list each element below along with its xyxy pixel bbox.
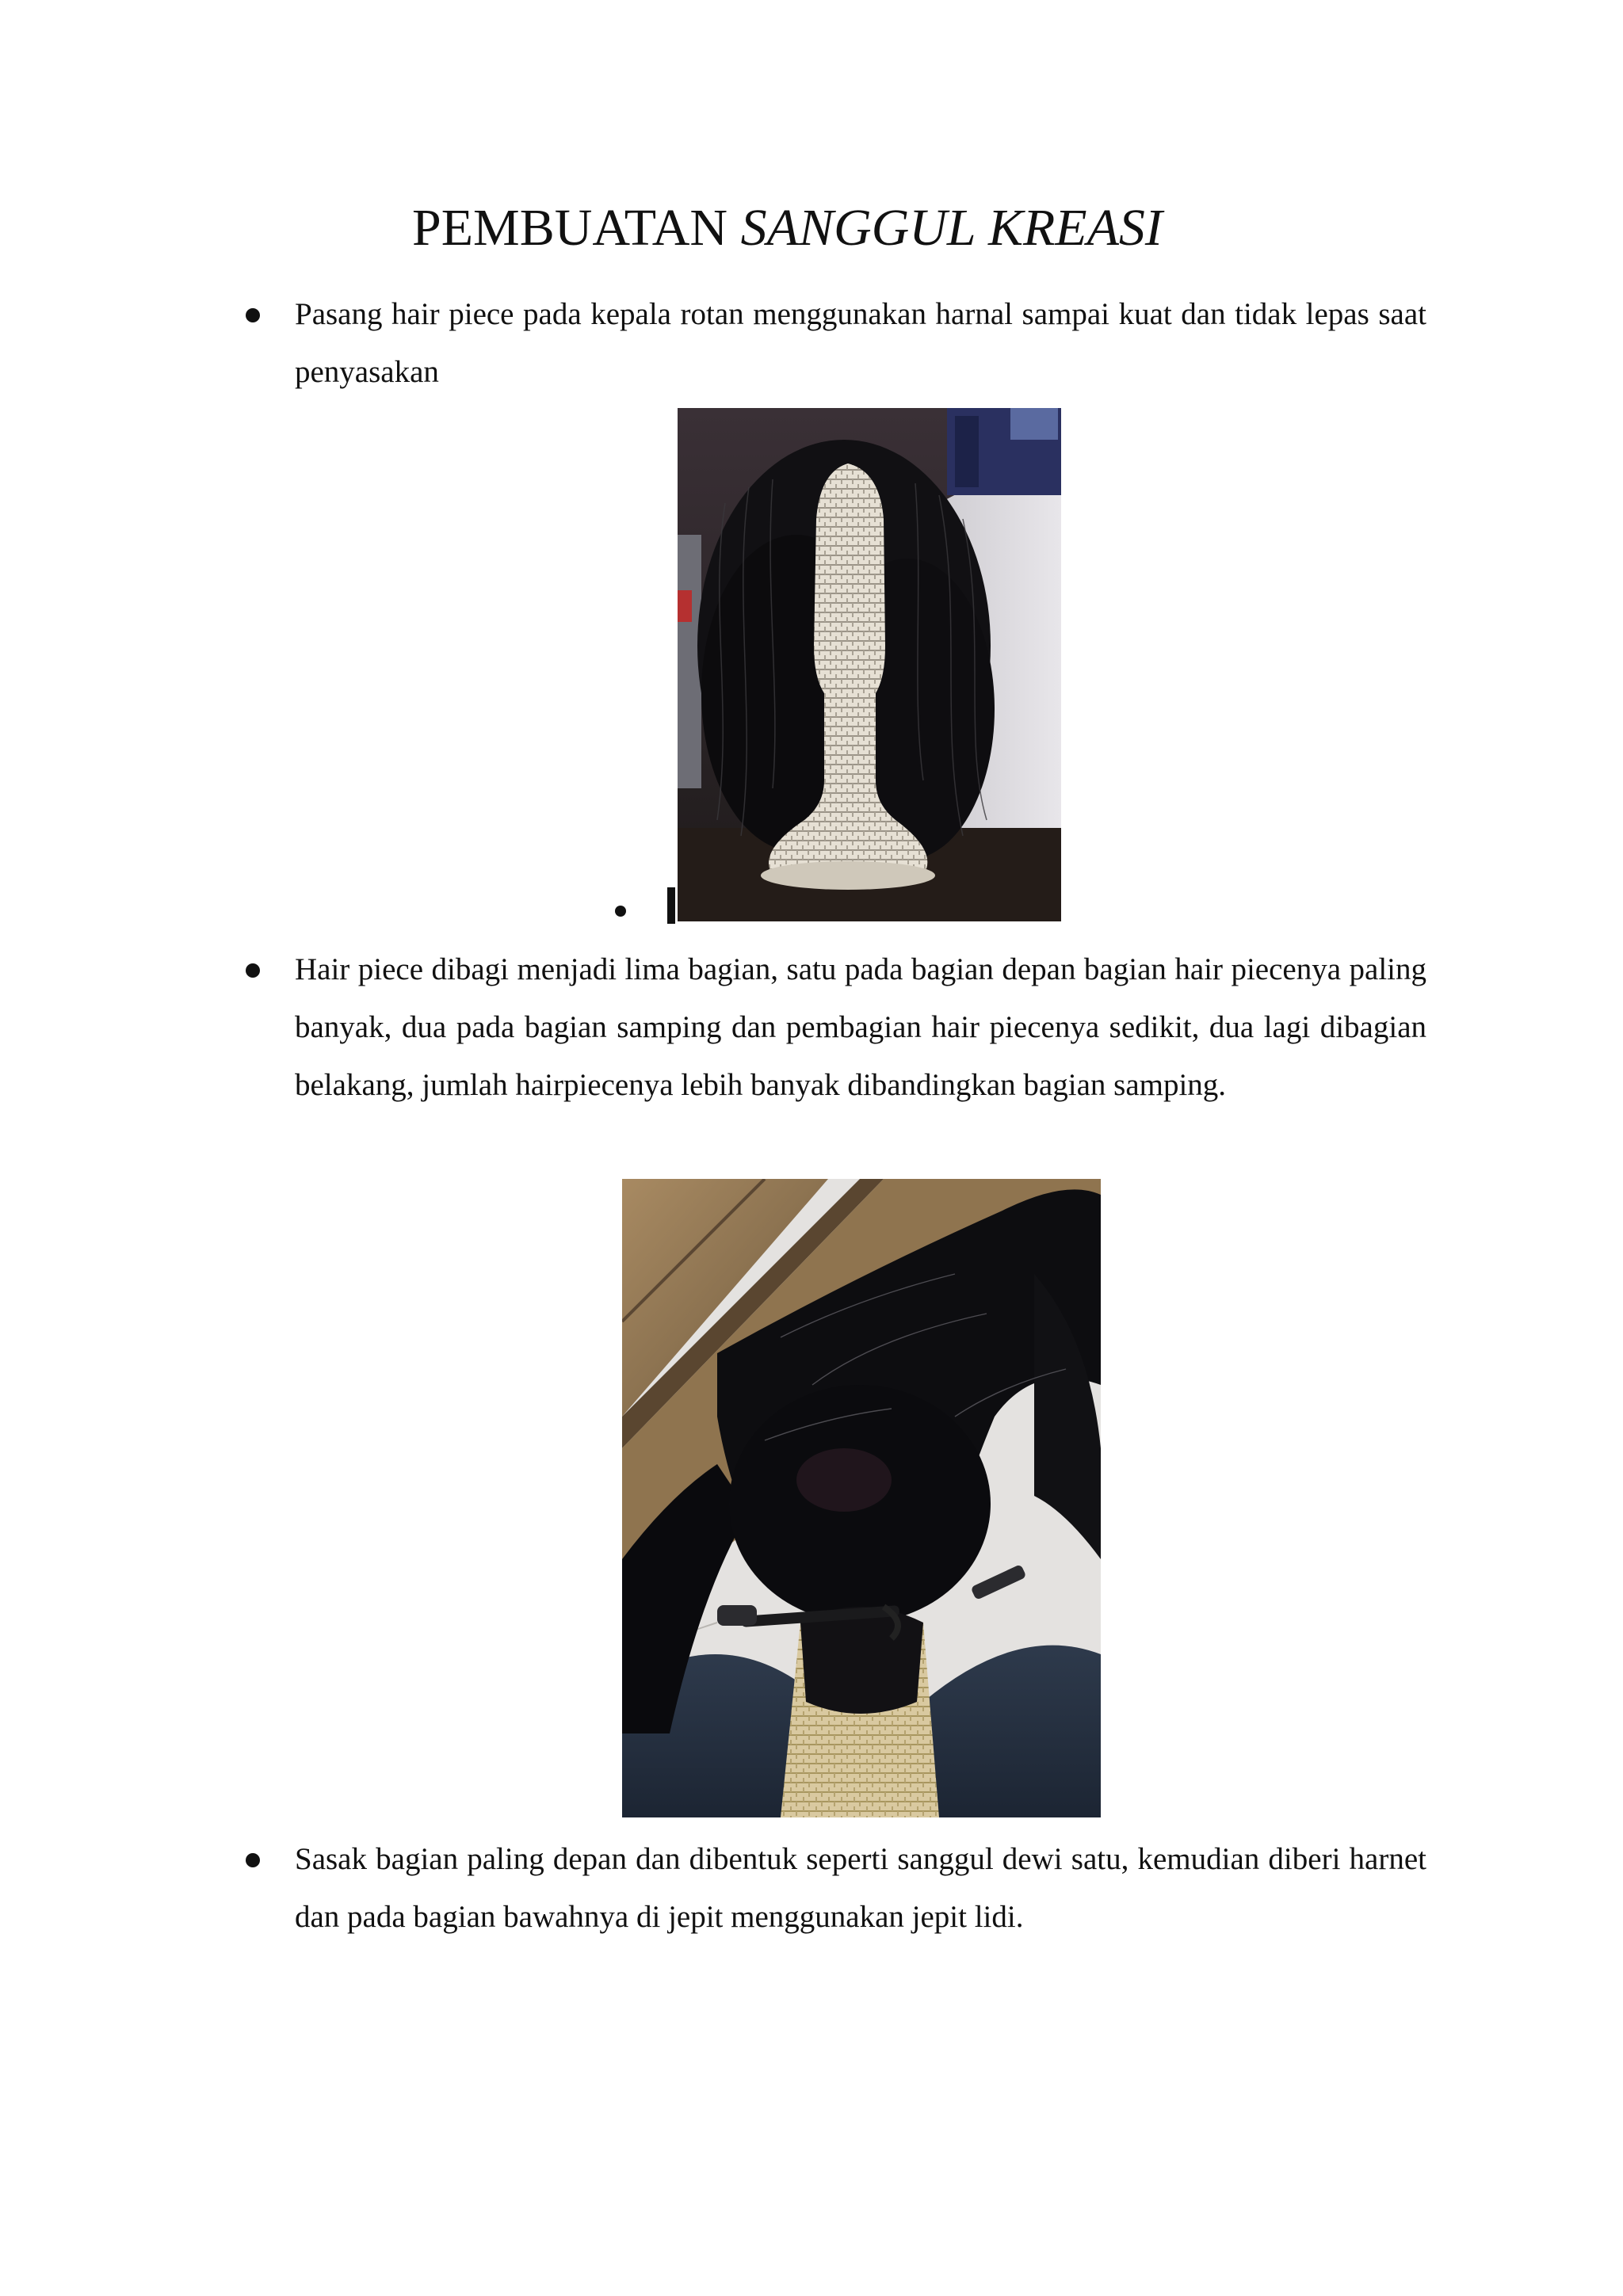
bullet-3 bbox=[246, 1853, 260, 1867]
step-3-text: Sasak bagian paling depan dan dibentuk seperti sanggul dewi satu, kemudian diberi harnet dan pada bagian bawahnya di jepit menggunakan jepit lidi. bbox=[295, 1842, 1426, 1934]
text-cursor-mark bbox=[667, 887, 675, 924]
rattan-head-photo bbox=[678, 408, 1061, 921]
empty-bullet bbox=[615, 906, 626, 917]
page-title bbox=[412, 196, 1163, 260]
step-2-text: Hair piece dibagi menjadi lima bagian, satu pada bagian depan bagian hair piecenya paling banyak, dua pada bagian samping dan pembagian hair piecenya sedikit, dua lagi dibagian belakang, jumlah hairpiecenya lebih banyak dibandingkan bagian samping. bbox=[295, 952, 1426, 1102]
hair-sections-photo bbox=[622, 1179, 1101, 1817]
bullet-1 bbox=[246, 308, 260, 322]
title-italic: SANGGUL KREASI bbox=[740, 199, 1163, 257]
step-1-text: Pasang hair piece pada kepala rotan menggunakan harnal sampai kuat dan tidak lepas saat penyasakan bbox=[295, 297, 1426, 389]
title-normal: PEMBUATAN bbox=[412, 199, 741, 257]
bullet-2 bbox=[246, 963, 260, 978]
